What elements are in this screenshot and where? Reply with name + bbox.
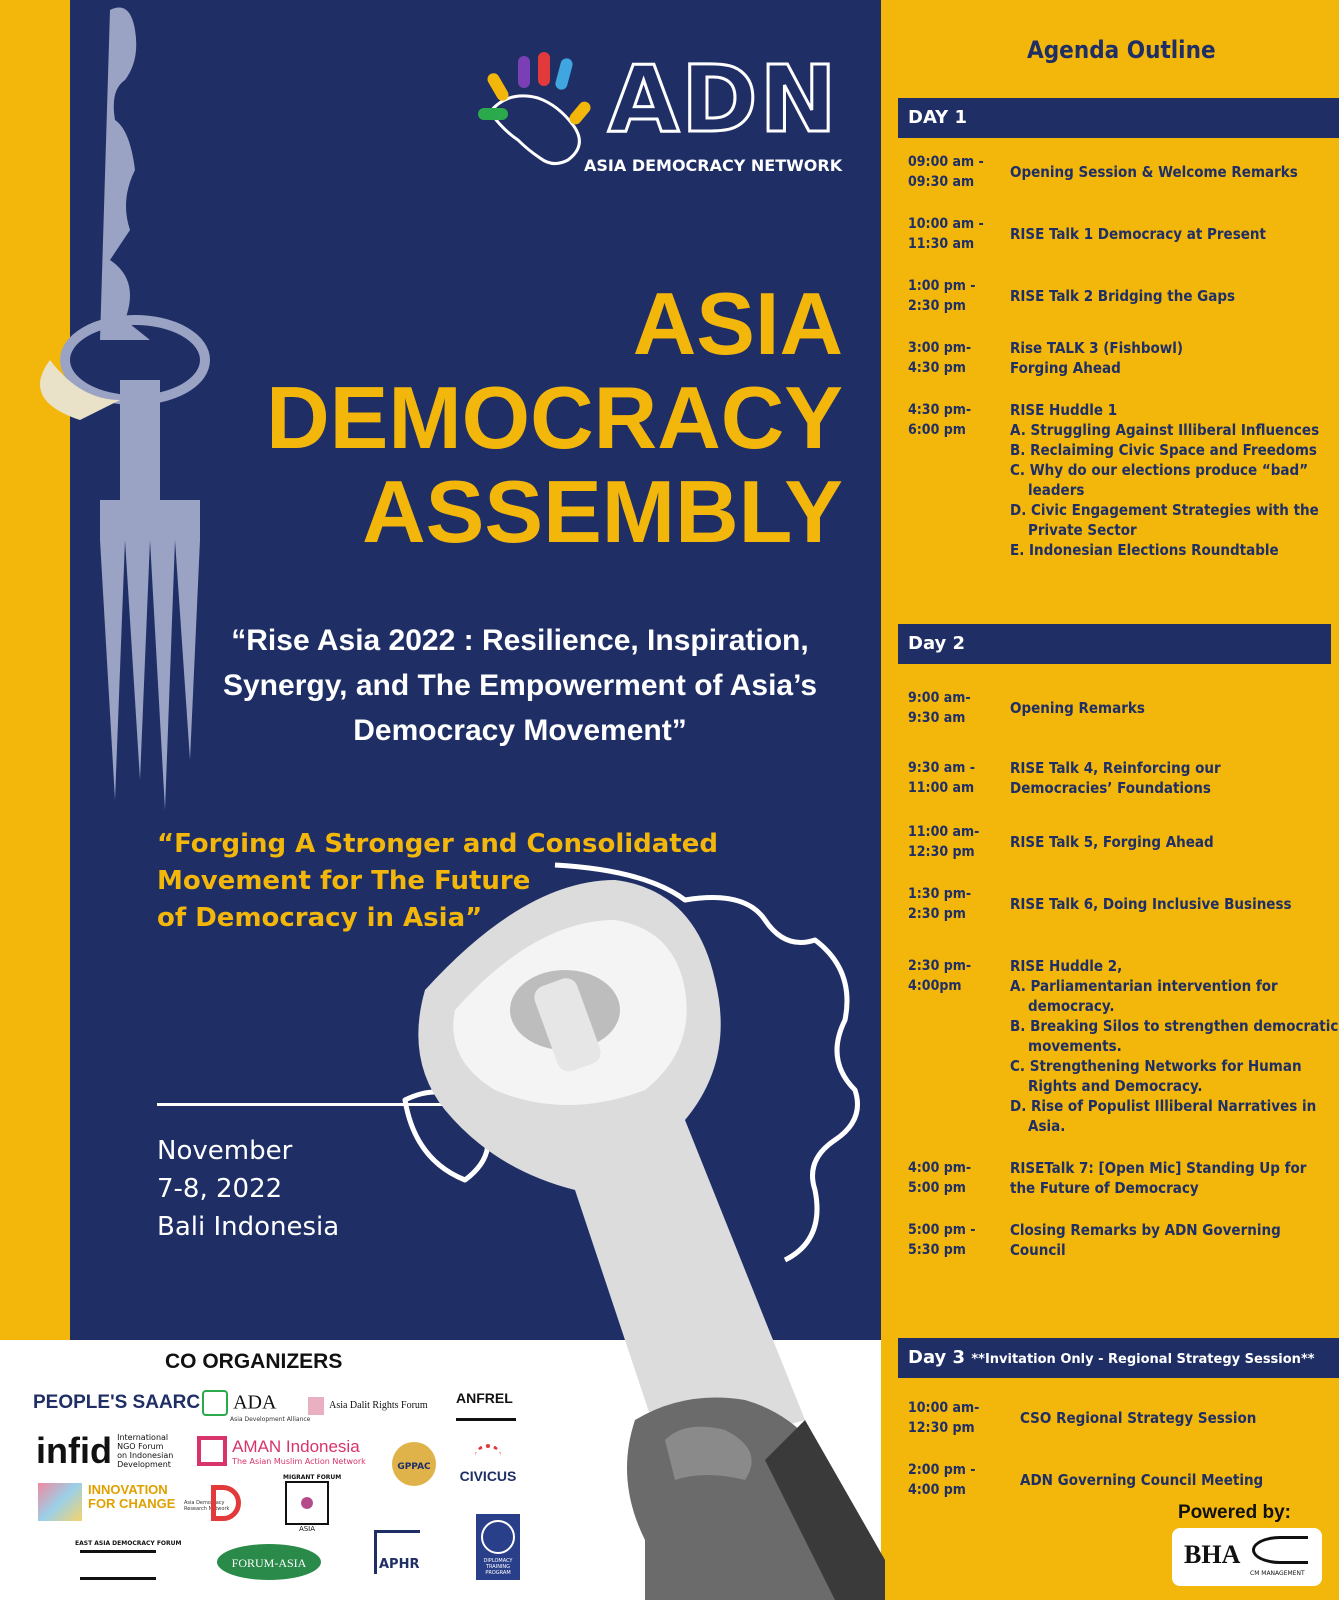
item-activity <box>1010 758 1339 798</box>
infid-sub-3: on Indonesian <box>117 1451 174 1460</box>
item-time <box>908 152 1004 192</box>
subtheme-line-2: Movement for The Future <box>157 866 531 896</box>
eadf-icon <box>80 1550 156 1580</box>
item-activity: RISE Talk 1 Democracy at Present <box>1010 225 1266 243</box>
item-activity <box>1010 1158 1339 1198</box>
event-dates <box>157 1132 339 1246</box>
item-time <box>908 338 1004 378</box>
infid-name: infid <box>36 1430 112 1471</box>
item-activity: Opening Remarks <box>1010 699 1145 717</box>
event-location: Bali Indonesia <box>157 1212 340 1242</box>
dtp-line-1: DIPLOMACY <box>483 1558 513 1564</box>
day3-label: Day 3 <box>908 1347 966 1368</box>
ada-sub: Asia Development Alliance <box>230 1416 311 1423</box>
adn-wordmark: ADN <box>608 46 839 153</box>
time-start: 10:00 am - <box>908 216 984 232</box>
aman-text <box>232 1437 366 1466</box>
time-start: 5:00 pm - <box>908 1222 976 1238</box>
item-time <box>908 884 1004 924</box>
item-activity <box>1010 338 1339 378</box>
dtp-logo <box>476 1514 520 1580</box>
aman-icon <box>197 1436 227 1466</box>
civicus-logo <box>455 1444 521 1484</box>
time-start: 10:00 am- <box>908 1400 980 1416</box>
activity-line: the Future of Democracy <box>1010 1179 1199 1197</box>
title-line-3: ASSEMBLY <box>362 462 843 561</box>
agenda-title: Agenda Outline <box>1027 36 1216 64</box>
title-line-2: DEMOCRACY <box>266 368 843 467</box>
powered-logos <box>1172 1528 1322 1586</box>
time-start: 11:00 am- <box>908 824 980 840</box>
civicus-name: CIVICUS <box>459 1468 517 1484</box>
aman-sub: The Asian Muslim Action Network <box>232 1456 366 1466</box>
item-activity: ADN Governing Council Meeting <box>1020 1471 1264 1489</box>
adrf-logo <box>308 1395 428 1415</box>
time-start: 3:00 pm- <box>908 340 972 356</box>
eye-icon <box>285 1481 329 1525</box>
item-activity <box>1010 956 1339 1136</box>
ifc-line-1: INNOVATION <box>88 1482 168 1497</box>
activity-sub: A. Parliamentarian intervention for democracy. <box>1010 977 1278 1015</box>
subtheme-line-1: “Forging A Stronger and Consolidated <box>157 829 718 859</box>
day1-header: DAY 1 <box>898 98 1339 138</box>
dtp-line-3: PROGRAM <box>485 1570 511 1576</box>
time-start: 1:30 pm- <box>908 886 972 902</box>
infid-sub <box>117 1433 173 1469</box>
activity-sub: D. Civic Engagement Strategies with the Private Sector <box>1010 501 1319 539</box>
adrf-name: Asia Dalit Rights Forum <box>329 1400 428 1411</box>
ifc-icon <box>38 1483 82 1521</box>
ifc-line-2: FOR CHANGE <box>88 1496 176 1511</box>
item-time <box>908 400 1004 440</box>
anfrel-name: ANFREL <box>456 1390 513 1406</box>
ada-name: ADA <box>233 1391 277 1414</box>
migrant-line-1: MIGRANT FORUM <box>283 1474 342 1481</box>
day2-header: Day 2 <box>898 624 1331 664</box>
forum-asia-logo <box>217 1544 321 1580</box>
time-end: 09:30 am <box>908 174 975 190</box>
anfrel-logo <box>456 1388 516 1421</box>
item-activity: Opening Session & Welcome Remarks <box>1010 163 1298 181</box>
time-end: 9:30 am <box>908 710 966 726</box>
item-activity: CSO Regional Strategy Session <box>1020 1409 1257 1427</box>
time-end: 6:00 pm <box>908 422 966 438</box>
item-time <box>908 1220 1004 1260</box>
title-line-1: ASIA <box>632 274 843 373</box>
activity-head: RISE Huddle 2, <box>1010 957 1123 975</box>
time-end: 2:30 pm <box>908 906 966 922</box>
dtp-line-2: TRAINING <box>485 1564 511 1570</box>
time-start: 4:30 pm- <box>908 402 972 418</box>
peoples-saarc-logo: PEOPLE'S SAARC <box>33 1392 201 1413</box>
aman-logo <box>197 1436 366 1466</box>
event-month: November <box>157 1136 293 1166</box>
time-end: 5:30 pm <box>908 1242 966 1258</box>
adrf-icon <box>308 1397 324 1415</box>
time-start: 1:00 pm - <box>908 278 976 294</box>
infid-sub-2: NGO Forum <box>117 1442 164 1451</box>
time-end: 12:30 pm <box>908 1420 975 1436</box>
time-start: 2:30 pm- <box>908 958 972 974</box>
infid-sub-1: International <box>117 1433 169 1442</box>
activity-sub: E. Indonesian Elections Roundtable <box>1010 541 1279 559</box>
ada-icon <box>202 1390 228 1416</box>
infid-sub-4: Development <box>117 1460 171 1469</box>
time-start: 4:00 pm- <box>908 1160 972 1176</box>
adn-subtitle: ASIA DEMOCRACY NETWORK <box>584 156 843 175</box>
migrant-forum-logo <box>283 1474 342 1533</box>
item-activity: RISE Talk 2 Bridging the Gaps <box>1010 287 1236 305</box>
gppac-name: GPPAC <box>397 1462 431 1472</box>
migrant-line-2: ASIA <box>298 1525 316 1533</box>
event-theme: “Rise Asia 2022 : Resilience, Inspiration, Synergy, and The Empowerment of Asia’s Democracy Movement” <box>222 624 818 747</box>
activity-sub: A. Struggling Against Illiberal Influences <box>1010 421 1320 439</box>
ada-logo <box>202 1390 310 1423</box>
activity-sub: C. Strengthening Networks for Human Rights and Democracy. <box>1010 1057 1302 1095</box>
item-time <box>908 1158 1004 1198</box>
activity-sub: B. Breaking Silos to strengthen democratic movements. <box>1010 1017 1339 1055</box>
aphr-name: APHR <box>379 1557 420 1572</box>
civicus-icon <box>475 1444 501 1468</box>
activity-sub: C. Why do our elections produce “bad” leaders <box>1010 461 1309 499</box>
globe-icon <box>481 1520 515 1554</box>
adn-logo <box>478 46 843 190</box>
item-time <box>908 822 1004 862</box>
aman-name: AMAN Indonesia <box>232 1436 360 1456</box>
time-start: 9:00 am- <box>908 690 971 706</box>
time-end: 12:30 pm <box>908 844 975 860</box>
megaphone-illustration <box>385 860 885 1600</box>
item-time <box>908 1398 1004 1438</box>
item-activity <box>1010 1220 1339 1260</box>
activity-sub: B. Reclaiming Civic Space and Freedoms <box>1010 441 1317 459</box>
subtheme-line-3: of Democracy in Asia” <box>157 903 483 933</box>
cm-icon <box>1252 1536 1308 1564</box>
time-end: 4:00pm <box>908 978 962 994</box>
item-time <box>908 214 1004 254</box>
activity-head: RISE Huddle 1 <box>1010 401 1118 419</box>
gppac-logo <box>392 1442 436 1486</box>
time-end: 5:00 pm <box>908 1180 966 1196</box>
item-time <box>908 758 1004 798</box>
adrn-logo: Asia Democracy Research Network <box>184 1500 230 1512</box>
item-time <box>908 1460 1004 1500</box>
time-end: 4:30 pm <box>908 360 966 376</box>
activity-line: RISE Talk 4, Reinforcing our <box>1010 759 1221 777</box>
time-end: 4:00 pm <box>908 1482 966 1498</box>
day3-header <box>898 1338 1339 1378</box>
activity-line: Democracies’ Foundations <box>1010 779 1211 797</box>
item-activity: RISE Talk 5, Forging Ahead <box>1010 833 1214 851</box>
infid-logo <box>36 1430 173 1472</box>
cm-logo: CM MANAGEMENT <box>1250 1570 1305 1577</box>
time-end: 2:30 pm <box>908 298 966 314</box>
aphr-logo <box>374 1530 420 1574</box>
time-end: 11:00 am <box>908 780 975 796</box>
time-start: 2:00 pm - <box>908 1462 976 1478</box>
ifc-logo <box>88 1483 175 1511</box>
time-end: 11:30 am <box>908 236 975 252</box>
activity-line: Forging Ahead <box>1010 359 1121 377</box>
time-start: 9:30 am - <box>908 760 975 776</box>
forum-asia-name: FORUM-ASIA <box>231 1556 307 1570</box>
eadf-logo: EAST ASIA DEMOCRACY FORUM <box>75 1540 182 1547</box>
day3-note: **Invitation Only - Regional Strategy Session** <box>971 1352 1315 1367</box>
activity-sub: D. Rise of Populist Illiberal Narratives in Asia. <box>1010 1097 1317 1135</box>
activity-line: RISETalk 7: [Open Mic] Standing Up for <box>1010 1159 1307 1177</box>
item-time <box>908 956 1004 996</box>
item-activity <box>1010 400 1339 560</box>
powered-by-label: Powered by: <box>1178 1502 1291 1523</box>
co-organizers-title: CO ORGANIZERS <box>165 1350 343 1373</box>
activity-line: Closing Remarks by ADN Governing <box>1010 1221 1281 1239</box>
bha-logo: BHA <box>1184 1540 1241 1569</box>
time-start: 09:00 am - <box>908 154 984 170</box>
event-days: 7-8, 2022 <box>157 1174 283 1204</box>
item-activity: RISE Talk 6, Doing Inclusive Business <box>1010 895 1292 913</box>
item-time <box>908 688 1004 728</box>
item-time <box>908 276 1004 316</box>
activity-line: Rise TALK 3 (Fishbowl) <box>1010 339 1184 357</box>
activity-line: Council <box>1010 1241 1066 1259</box>
